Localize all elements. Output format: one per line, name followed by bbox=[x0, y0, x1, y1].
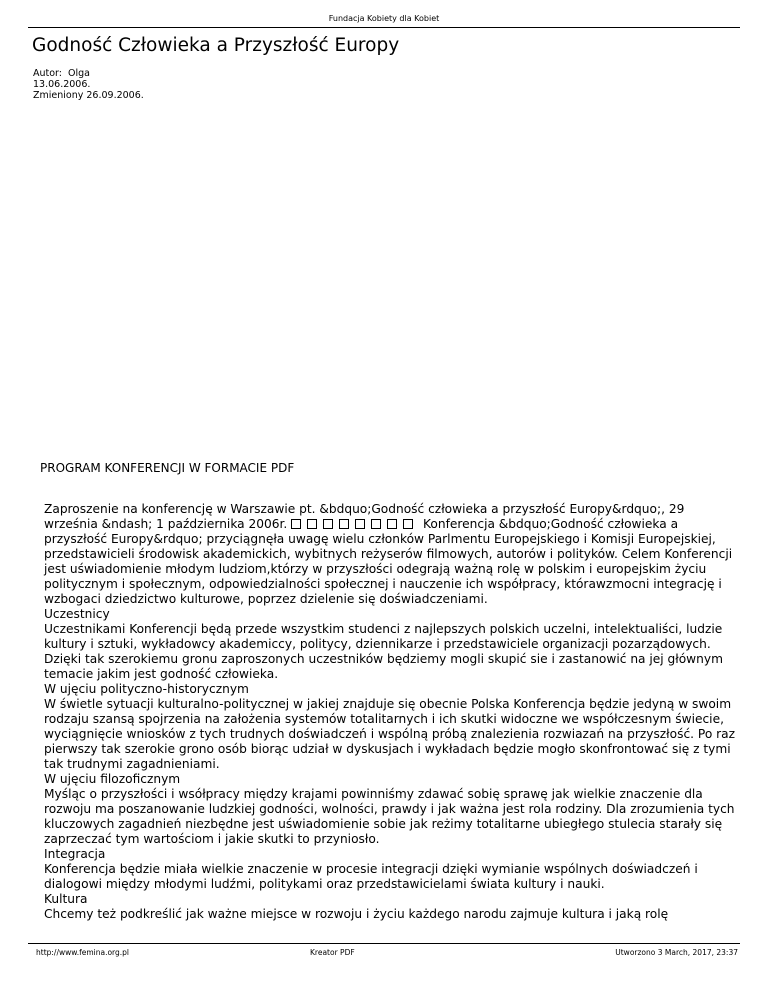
missing-glyph-box bbox=[323, 519, 333, 529]
section-text-culture: Chcemy też podkreślić jak ważne miejsce w rozwoju i życiu każdego narodu zajmuje kultura i jaką rolę bbox=[44, 907, 669, 921]
footer-created-date: Utworzono 3 March, 2017, 23:37 bbox=[615, 948, 738, 957]
missing-glyph-box bbox=[371, 519, 381, 529]
article-title: Godność Człowieka a Przyszłość Europy bbox=[32, 35, 400, 56]
section-heading-integration: Integracja bbox=[44, 847, 106, 861]
section-text-philosophical: Myśląc o przyszłości i wsółpracy między krajami powinniśmy zdawać sobię sprawę jak wielkie znaczenie dla rozwoju ma poszanowanie ludzkiej godności, wolności, prawdy i jak ważna jest rola rodziny. Dla zrozumienia tych kluczowych zagadnień niezbędne jest uświadomienie sobie jak reżimy totalitarne ubiegłego stulecia starały się zaprzeczać tym wartościom i jakie skutki to przyniosło. bbox=[44, 787, 735, 846]
section-text-political: W świetle sytuacji kulturalno-politycznej w jakiej znajduje się obecnie Polska Konferencja będzie jedyną w swoim rodzaju szansą spojrzenia na założenia systemów totalitarnych i ich skutki widoczne we współczesnym świecie, wyciągnięcie wniosków z tych trudnych doświadczeń i wspólną próbą znalezienia rozwiazań na przyszłość. Po raz pierwszy tak szerokie grono osób biorąc udział w dyskusjach i wykładach będzie mogło skonfrontować się z tymi tak trudnymi zagadnieniami. bbox=[44, 697, 736, 771]
intro-text-part2: Konferencja &bdquo;Godność człowieka a przyszłość Europy&rdquo; przyciągnęła uwagę wielu członków Parlmentu Europejskiego i Komisji Europejskiej, przedstawicieli środowisk akademickich, wybitnych reżyserów filmowych, autorów i polityków. Celem Konferencji jest uświadomienie młodym ludziom,którzy w przyszłości odegrają ważną rolę w polskim i europejskim życiu politycznym i społecznym, odpowiedzialności społecznej i nauczenie ich współpracy, którawzmocni integrację i wzbogaci dziedzictwo kulturowe, poprzez dzielenie się doświadczeniami. bbox=[44, 517, 733, 606]
article-meta bbox=[33, 68, 144, 101]
section-text-integration: Konferencja będzie miała wielkie znaczenie w procesie integracji dzięki wymianie wspólnych doświadczeń i dialogowi między młodymi ludźmi, politykami oraz przedstawicielami świata kultury i nauki. bbox=[44, 862, 698, 891]
intro-paragraph bbox=[29, 502, 739, 607]
footer-url[interactable]: http://www.femina.org.pl bbox=[36, 948, 129, 957]
modified-date: Zmieniony 26.09.2006. bbox=[33, 90, 144, 101]
author-line: Autor: Olga bbox=[33, 68, 91, 79]
footer-tool: Kreator PDF bbox=[310, 948, 355, 957]
missing-glyph-boxes bbox=[291, 517, 419, 531]
article-body bbox=[29, 502, 739, 922]
intro-text-part1: Zaproszenie na konferencję w Warszawie pt. &bdquo;Godność człowieka a przyszłość Europy&rdquo;, 29 września &ndash; 1 października 2006r. bbox=[44, 502, 685, 531]
section-heading-culture: Kultura bbox=[44, 892, 88, 906]
missing-glyph-box bbox=[355, 519, 365, 529]
missing-glyph-box bbox=[387, 519, 397, 529]
site-name: Fundacja Kobiety dla Kobiet bbox=[328, 14, 440, 23]
missing-glyph-box bbox=[403, 519, 413, 529]
section-heading-participants: Uczestnicy bbox=[44, 607, 110, 621]
publish-date: 13.06.2006. bbox=[33, 79, 91, 90]
missing-glyph-box bbox=[291, 519, 301, 529]
missing-glyph-box bbox=[307, 519, 317, 529]
header-divider bbox=[28, 27, 740, 28]
section-text-participants: Uczestnikami Konferencji będą przede wszystkim studenci z najlepszych polskich uczelni, intelektualiści, ludzie kultury i sztuki, wykładowcy akademiccy, politycy, dziennikarze i przedstawiciele organizacji pozarządowych. Dzięki tak szerokiemu gronu zaproszonych uczestników będziemy mogli skupić sie i zastanowić na jej głównym temacie jakim jest godność człowieka. bbox=[44, 622, 723, 681]
missing-glyph-box bbox=[339, 519, 349, 529]
section-heading-political: W ujęciu polityczno-historycznym bbox=[44, 682, 249, 696]
section-heading-philosophical: W ujęciu filozoficznym bbox=[44, 772, 181, 786]
pdf-program-link[interactable]: PROGRAM KONFERENCJI W FORMACIE PDF bbox=[40, 461, 295, 475]
footer-divider bbox=[28, 943, 740, 944]
